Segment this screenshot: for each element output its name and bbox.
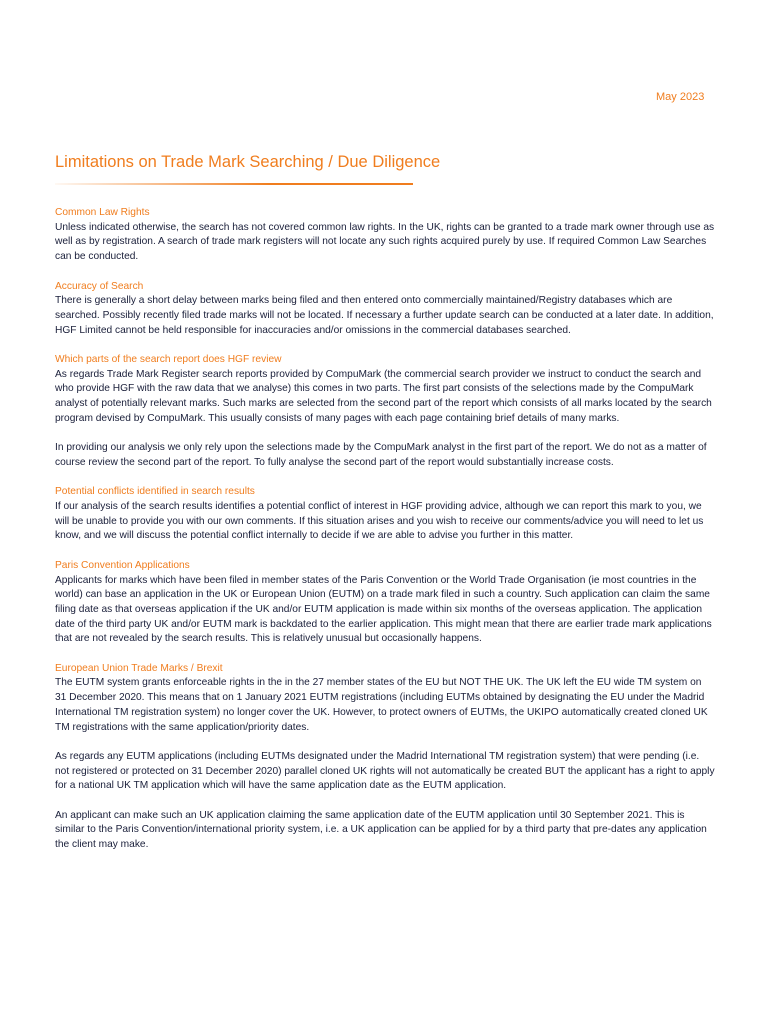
section-paris-convention: [55, 559, 715, 647]
section-common-law-rights: [55, 206, 715, 265]
section-paragraph: The EUTM system grants enforceable rights in the in the 27 member states of the EU but NOT THE UK. The UK left the EU wide TM system on 31 December 2020. This means that on 1 January 2021 EUTM registrations (including EUTMs obtained by designating the EU under the Madrid International TM registration system) no longer cover the UK. However, to protect owners of EUTMs, the UKIPO automatically created cloned UK TM registrations with the same application/priority dates.: [55, 677, 708, 733]
section-paragraph: Applicants for marks which have been filed in member states of the Paris Convention or the World Trade Organisation (ie most countries in the world) can base an application in the UK or European Union (EUTM) on a trade mark filed in such a country. Such application can claim the same filing date as that overseas application if the UK and/or EUTM application is made within six months of the overseas application. The application date of the third party UK and/or EUTM mark is backdated to the earlier application. This might mean that there are earlier trade mark applications that are not revealed by the search results. This is relatively unusual but occasionally happens.: [55, 574, 712, 645]
section-paragraph: An applicant can make such an UK application claiming the same application date of the EUTM application until 30 September 2021. This is similar to the Paris Convention/international priority system, i.e. a UK application can be applied for by a third party that pre-dates any application the client may make.: [55, 809, 707, 851]
section-paragraph: As regards any EUTM applications (including EUTMs designated under the Madrid International TM registration system) that were pending (i.e. not registered or protected on 31 December 2020) parallel cloned UK rights will not automatically be created BUT the applicant has a right to apply for a national UK TM application which will have the same application date as the EUTM application.: [55, 750, 715, 792]
document-body: [55, 206, 715, 853]
title-underline: [55, 183, 413, 185]
section-potential-conflicts: [55, 485, 715, 544]
section-heading: Paris Convention Applications: [55, 559, 190, 571]
section-paragraph: In providing our analysis we only rely upon the selections made by the CompuMark analyst in the first part of the report. We do not as a matter of course review the second part of the report. To fully analyse the second part of the report would substantially increase costs.: [55, 442, 707, 468]
section-accuracy-of-search: [55, 280, 715, 339]
document-date: May 2023: [656, 91, 705, 103]
section-eutm-brexit: [55, 662, 715, 853]
section-hgf-review: [55, 353, 715, 471]
section-heading: Potential conflicts identified in search results: [55, 486, 255, 498]
section-paragraph: There is generally a short delay between marks being filed and then entered onto commercially maintained/Registry databases which are searched. Possibly recently filed trade marks will not be located. If necessary a further update search can be conducted at a later date. In addition, HGF Limited cannot be held responsible for inaccuracies and/or omissions in the commercial databases searched.: [55, 295, 714, 336]
section-paragraph: Unless indicated otherwise, the search has not covered common law rights. In the UK, rights can be granted to a trade mark owner through use as well as by registration. A search of trade mark registers will not locate any such rights acquired purely by use. If required Common Law Searches can be conducted.: [55, 221, 715, 263]
page-title: Limitations on Trade Mark Searching / Due Diligence: [55, 153, 441, 171]
section-heading: European Union Trade Marks / Brexit: [55, 662, 223, 674]
section-heading: Common Law Rights: [55, 207, 150, 218]
section-heading: Accuracy of Search: [55, 280, 144, 292]
section-heading: Which parts of the search report does HGF review: [55, 354, 282, 365]
section-paragraph: As regards Trade Mark Register search reports provided by CompuMark (the commercial search provider we instruct to conduct the search and who provide HGF with the raw data that we analyse) this comes in two parts. The first part consists of the selections made by the CompuMark analyst of potentially relevant marks. Such marks are selected from the second part of the report which consists of all marks located by the search program devised by CompuMark. This usually consists of many pages with each page containing brief details of many marks.: [55, 368, 712, 424]
section-paragraph: If our analysis of the search results identifies a potential conflict of interest in HGF providing advice, although we can report this mark to you, we will be unable to provide you with our own comments. If this situation arises and you wish to receive our comments/advice you will need to let us know, and we will discuss the potential conflict internally to decide if we are able to advise you further in this matter.: [55, 501, 704, 542]
